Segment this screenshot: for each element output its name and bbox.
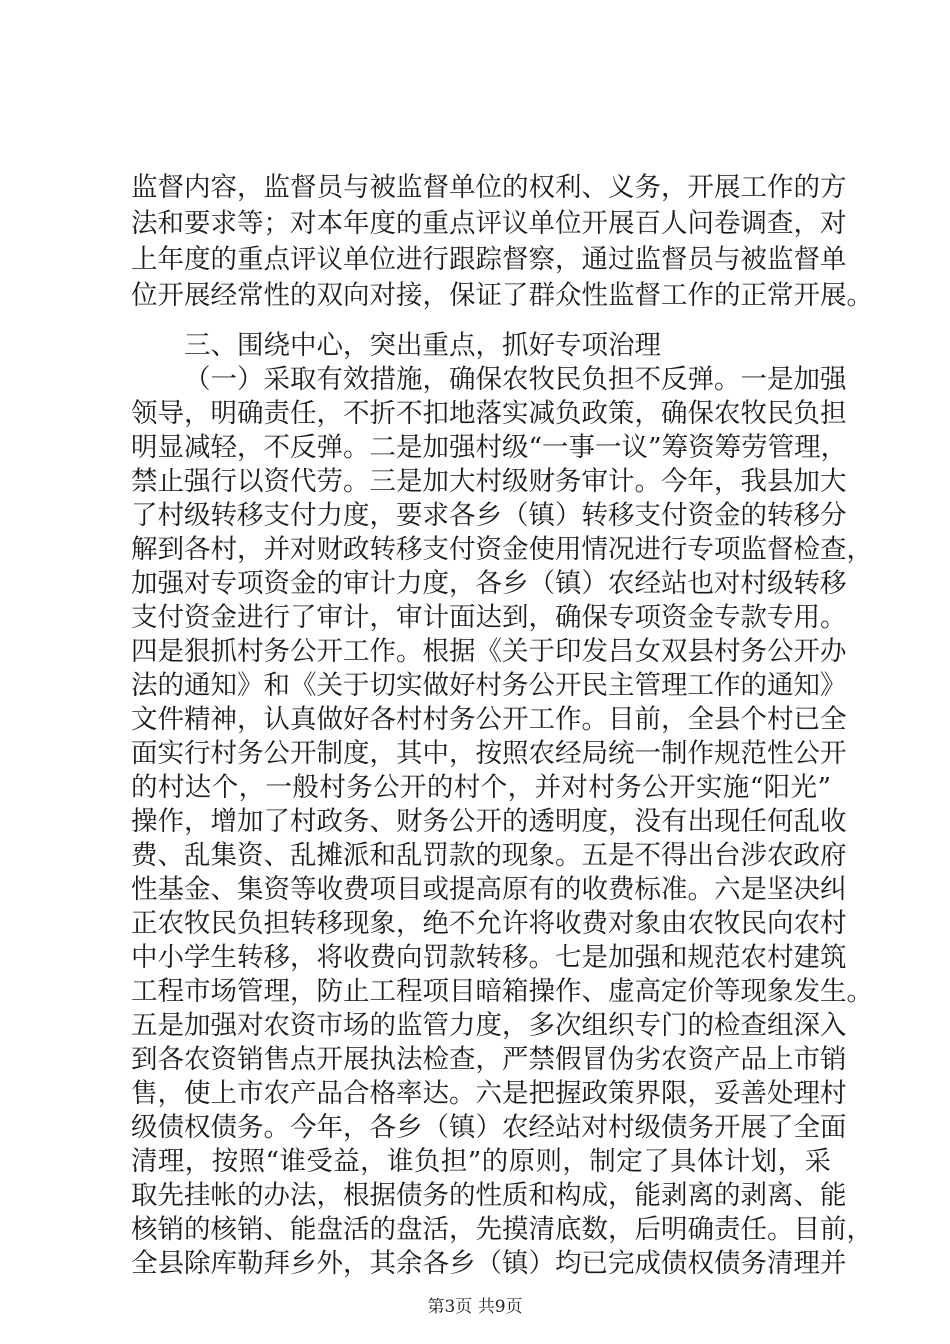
paragraph-2-line-13: 的村达个，一般村务公开的村个，并对村务公开实施“阳光” — [131, 772, 831, 803]
paragraph-2-line-9: 四是狠抓村务公开工作。根据《关于印发吕女双县村务公开办 — [131, 636, 847, 667]
paragraph-2-line-19: 工程市场管理，防止工程项目暗箱操作、虚高定价等现象发生。 — [131, 976, 873, 1007]
paragraph-2-line-14: 操作，增加了村政务、财务公开的透明度，没有出现任何乱收 — [131, 806, 847, 837]
paragraph-2-line-21: 到各农资销售点开展执法检查，严禁假冒伪劣农资产品上市销 — [131, 1044, 847, 1075]
paragraph-2-line-26: 核销的核销、能盘活的盘活，先摸清底数，后明确责任。目前， — [131, 1214, 873, 1245]
page-number-footer: 第3页 共9页 — [427, 1297, 523, 1317]
paragraph-2-line-16: 性基金、集资等收费项目或提高原有的收费标准。六是坚决纠 — [131, 874, 847, 905]
paragraph-2-line-2: 领导，明确责任，不折不扣地落实减负政策，确保农牧民负担 — [131, 398, 847, 429]
paragraph-2-line-20: 五是加强对农资市场的监管力度，多次组织专门的检查组深入 — [131, 1010, 847, 1041]
section-heading: 三、围绕中心，突出重点，抓好专项治理 — [184, 330, 661, 361]
paragraph-2-line-11: 文件精神，认真做好各村村务公开工作。目前，全县个村已全 — [131, 704, 847, 735]
paragraph-2-line-15: 费、乱集资、乱摊派和乱罚款的现象。五是不得出台涉农政府 — [131, 840, 847, 871]
paragraph-2-line-18: 中小学生转移，将收费向罚款转移。七是加强和规范农村建筑 — [131, 942, 847, 973]
paragraph-2-line-5: 了村级转移支付力度，要求各乡（镇）转移支付资金的转移分 — [131, 500, 847, 531]
paragraph-2-line-12: 面实行村务公开制度，其中，按照农经局统一制作规范性公开 — [131, 738, 847, 769]
paragraph-2-line-8: 支付资金进行了审计，审计面达到，确保专项资金专款专用。 — [131, 602, 847, 633]
paragraph-1-line-1: 监督内容，监督员与被监督单位的权利、义务，开展工作的方 — [131, 172, 847, 203]
paragraph-2-line-22: 售，使上市农产品合格率达。六是把握政策界限，妥善处理村 — [131, 1078, 847, 1109]
paragraph-2-line-6: 解到各村，并对财政转移支付资金使用情况进行专项监督检查， — [131, 534, 873, 565]
paragraph-2-line-4: 禁止强行以资代劳。三是加大村级财务审计。今年，我县加大 — [131, 466, 847, 497]
paragraph-2-line-1: （一）采取有效措施，确保农牧民负担不反弹。一是加强 — [184, 364, 847, 395]
paragraph-2-line-3: 明显减轻，不反弹。二是加强村级“一事一议”筹资筹劳管理， — [131, 432, 848, 463]
paragraph-2-line-17: 正农牧民负担转移现象，绝不允许将收费对象由农牧民向农村 — [131, 908, 847, 939]
paragraph-2-line-25: 取先挂帐的办法，根据债务的性质和构成，能剥离的剥离、能 — [131, 1180, 847, 1211]
paragraph-2-line-7: 加强对专项资金的审计力度，各乡（镇）农经站也对村级转移 — [131, 568, 847, 599]
paragraph-2-line-24: 清理，按照“谁受益，谁负担”的原则，制定了具体计划，采 — [131, 1146, 831, 1177]
paragraph-1-line-2: 法和要求等；对本年度的重点评议单位开展百人问卷调查，对 — [131, 208, 847, 239]
paragraph-2-line-10: 法的通知》和《关于切实做好村务公开民主管理工作的通知》 — [131, 670, 847, 701]
paragraph-1-line-3: 上年度的重点评议单位进行跟踪督察，通过监督员与被监督单 — [131, 244, 847, 275]
paragraph-1-line-4: 位开展经常性的双向对接，保证了群众性监督工作的正常开展。 — [131, 280, 873, 311]
paragraph-2-line-27: 全县除库勒拜乡外，其余各乡（镇）均已完成债权债务清理并 — [131, 1248, 847, 1279]
paragraph-2-line-23: 级债权债务。今年，各乡（镇）农经站对村级债务开展了全面 — [131, 1112, 847, 1143]
